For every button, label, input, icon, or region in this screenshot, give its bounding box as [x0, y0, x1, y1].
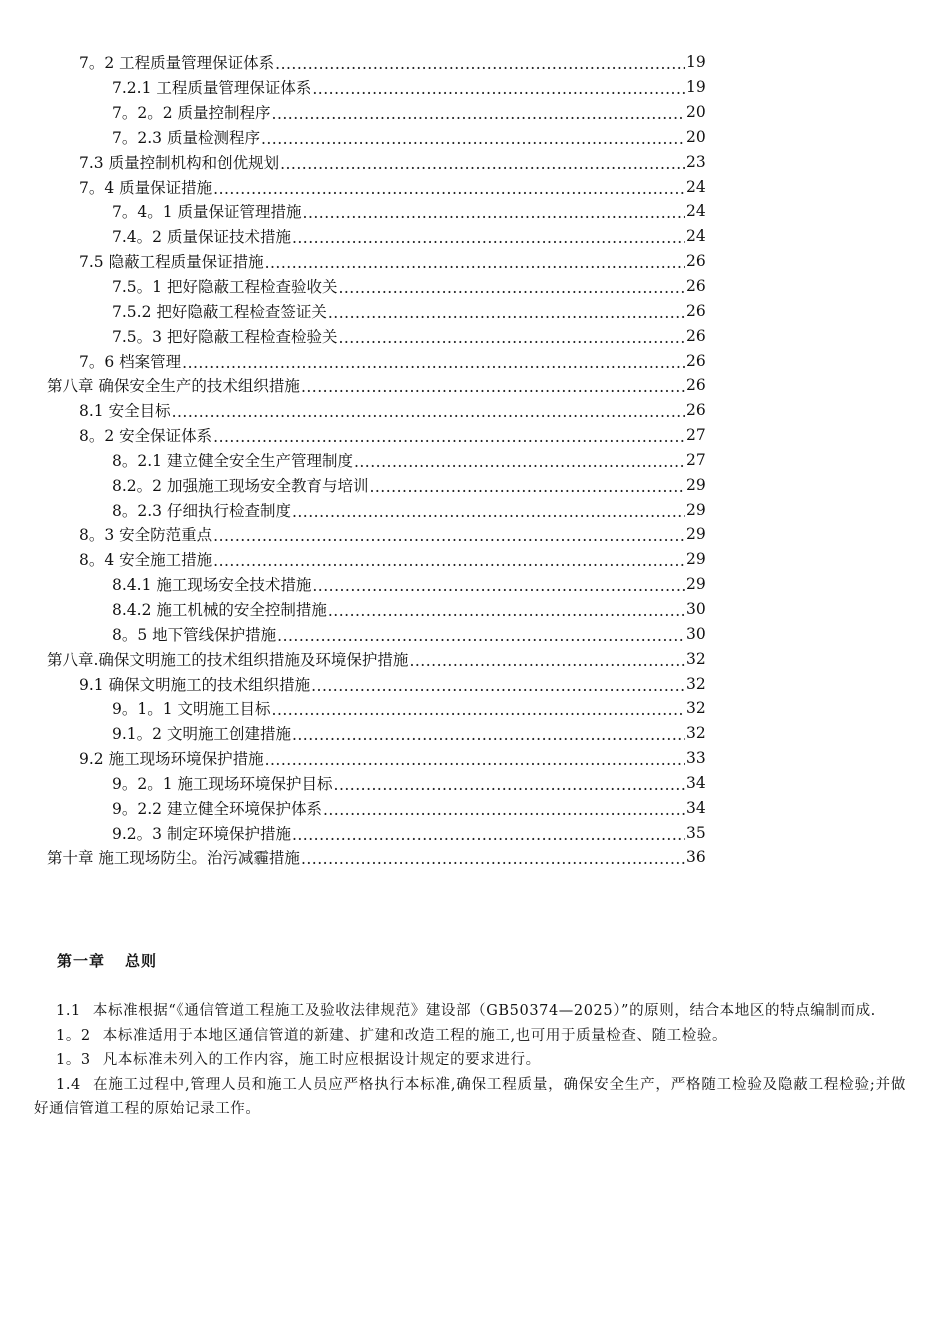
- toc-dot-leader: [301, 850, 685, 868]
- toc-page-number: 26: [686, 326, 706, 345]
- toc-dot-leader: [292, 229, 685, 247]
- toc-dot-leader: [354, 453, 685, 471]
- paragraph-text: 凡本标准未列入的工作内容，施工时应根据设计规定的要求进行。: [102, 1052, 541, 1068]
- toc-entry-title: 8。4 安全施工措施: [79, 551, 213, 570]
- toc-dot-leader: [323, 801, 685, 819]
- toc-entry-title: 7。2.3 质量检测程序: [112, 128, 260, 147]
- toc-page-number: 24: [686, 177, 706, 196]
- toc-dot-leader: [301, 378, 685, 396]
- toc-page-number: 32: [686, 699, 706, 718]
- toc-page-number: 26: [686, 277, 706, 296]
- toc-dot-leader: [334, 776, 685, 794]
- toc-entry-title: 7.5 隐蔽工程质量保证措施: [79, 253, 264, 272]
- toc-entry-title: 9。2.2 建立健全环境保护体系: [112, 799, 322, 818]
- paragraph-number: 1.1: [56, 1003, 81, 1019]
- toc-entry[interactable]: [0, 125, 705, 150]
- toc-entry-title: 7.5。1 把好隐蔽工程检查验收关: [112, 278, 338, 297]
- toc-page-number: 29: [686, 500, 706, 519]
- toc-entry-title: 7.3 质量控制机构和创优规划: [79, 153, 280, 172]
- toc-dot-leader: [272, 701, 685, 719]
- toc-entry-title: 7。4 质量保证措施: [79, 178, 213, 197]
- toc-entry-title: 8.2。2 加强施工现场安全教育与培训: [112, 476, 369, 495]
- toc-dot-leader: [182, 354, 685, 372]
- toc-page-number: 29: [686, 575, 706, 594]
- toc-entry[interactable]: [0, 373, 705, 398]
- toc-dot-leader: [265, 751, 685, 769]
- toc-entry[interactable]: [0, 50, 705, 75]
- toc-entry[interactable]: [0, 820, 705, 845]
- table-of-contents: [0, 50, 950, 870]
- toc-entry-title: 7。4。1 质量保证管理措施: [112, 203, 302, 222]
- toc-dot-leader: [292, 726, 685, 744]
- paragraph-number: 1.4: [56, 1076, 81, 1093]
- toc-entry[interactable]: [0, 497, 705, 522]
- toc-entry-title: 8.4.1 施工现场安全技术措施: [112, 576, 312, 595]
- toc-page-number: 34: [686, 773, 706, 792]
- toc-entry[interactable]: [0, 770, 705, 795]
- toc-page-number: 26: [686, 376, 706, 395]
- toc-entry[interactable]: [0, 845, 705, 870]
- toc-dot-leader: [338, 329, 685, 347]
- toc-page-number: 24: [686, 202, 706, 221]
- toc-entry-title: 9.2。3 制定环境保护措施: [112, 824, 291, 843]
- toc-dot-leader: [213, 180, 685, 198]
- toc-page-number: 26: [686, 351, 706, 370]
- toc-entry[interactable]: [0, 746, 705, 771]
- toc-entry[interactable]: [0, 671, 705, 696]
- toc-dot-leader: [303, 204, 685, 222]
- toc-entry-title: 9。1。1 文明施工目标: [112, 700, 271, 719]
- toc-entry[interactable]: [0, 721, 705, 746]
- chapter-heading: [57, 950, 157, 971]
- toc-entry[interactable]: [0, 274, 705, 299]
- toc-entry-title: 9。2。1 施工现场环境保护目标: [112, 774, 333, 793]
- toc-entry-title: 7.4。2 质量保证技术措施: [112, 228, 291, 247]
- toc-entry[interactable]: [0, 199, 705, 224]
- toc-entry-title: 9.2 施工现场环境保护措施: [79, 750, 264, 769]
- toc-dot-leader: [292, 503, 685, 521]
- toc-entry-title: 8。2.1 建立健全安全生产管理制度: [112, 451, 353, 470]
- toc-dot-leader: [338, 279, 685, 297]
- toc-page-number: 29: [686, 550, 706, 569]
- paragraph-number: 1。3: [56, 1052, 91, 1068]
- toc-entry[interactable]: [0, 348, 705, 373]
- toc-entry-title: 7.5。3 把好隐蔽工程检查检验关: [112, 327, 338, 346]
- toc-entry[interactable]: [0, 696, 705, 721]
- chapter-number: 第一章: [57, 952, 106, 970]
- toc-entry[interactable]: [0, 448, 705, 473]
- toc-dot-leader: [213, 552, 685, 570]
- toc-page-number: 32: [686, 674, 706, 693]
- toc-list: [0, 50, 705, 870]
- toc-entry-title: 8。2 安全保证体系: [79, 427, 213, 446]
- toc-entry-title: 8.1 安全目标: [79, 402, 171, 421]
- toc-dot-leader: [261, 130, 685, 148]
- toc-page-number: 19: [686, 78, 706, 97]
- chapter-title: 总则: [125, 952, 158, 970]
- toc-entry-title: 7.2.1 工程质量管理保证体系: [112, 79, 312, 98]
- toc-dot-leader: [328, 602, 685, 620]
- toc-entry-title: 7。6 档案管理: [79, 352, 182, 371]
- toc-page-number: 26: [686, 252, 706, 271]
- toc-entry[interactable]: [0, 249, 705, 274]
- toc-dot-leader: [275, 55, 685, 73]
- toc-page-number: 20: [686, 103, 706, 122]
- toc-dot-leader: [213, 527, 685, 545]
- body-paragraph: [34, 1048, 906, 1073]
- toc-entry[interactable]: [0, 522, 705, 547]
- toc-entry-title: 第十章 施工现场防尘。治污减霾措施: [47, 849, 300, 868]
- toc-dot-leader: [277, 627, 685, 645]
- toc-page-number: 30: [686, 599, 706, 618]
- toc-entry-title: 第八章.确保文明施工的技术组织措施及环境保护措施: [47, 650, 409, 669]
- toc-entry[interactable]: [0, 174, 705, 199]
- toc-page-number: 36: [686, 848, 706, 867]
- toc-page-number: 26: [686, 401, 706, 420]
- toc-entry[interactable]: [0, 298, 705, 323]
- toc-dot-leader: [265, 254, 685, 272]
- toc-entry[interactable]: [0, 398, 705, 423]
- toc-page-number: 26: [686, 301, 706, 320]
- toc-entry[interactable]: [0, 547, 705, 572]
- paragraph-number: 1。2: [56, 1027, 91, 1044]
- toc-page-number: 27: [686, 426, 706, 445]
- paragraph-text: 在施工过程中,管理人员和施工人员应严格执行本标准,确保工程质量，确保安全生产，严格随工检验及隐蔽工程检验;并做好通信管道工程的原始记录工作。: [34, 1076, 906, 1117]
- toc-page-number: 20: [686, 127, 706, 146]
- toc-entry-title: 8。2.3 仔细执行检查制度: [112, 501, 291, 520]
- toc-dot-leader: [312, 577, 685, 595]
- toc-entry[interactable]: [0, 572, 705, 597]
- toc-page-number: 24: [686, 227, 706, 246]
- toc-dot-leader: [272, 105, 685, 123]
- toc-entry[interactable]: [0, 100, 705, 125]
- toc-entry-title: 7。2 工程质量管理保证体系: [79, 54, 275, 73]
- toc-entry-title: 7.5.2 把好隐蔽工程检查签证关: [112, 302, 327, 321]
- toc-entry[interactable]: [0, 646, 705, 671]
- toc-entry[interactable]: [0, 224, 705, 249]
- body-paragraph: [34, 1073, 906, 1122]
- toc-dot-leader: [292, 826, 685, 844]
- paragraph-text: 本标准适用于本地区通信管道的新建、扩建和改造工程的施工,也可用于质量检查、随工检验。: [102, 1027, 728, 1044]
- toc-entry[interactable]: [0, 472, 705, 497]
- toc-dot-leader: [369, 478, 685, 496]
- body-paragraph: [34, 1024, 906, 1049]
- toc-dot-leader: [280, 155, 685, 173]
- toc-page-number: 23: [686, 152, 706, 171]
- toc-dot-leader: [328, 304, 685, 322]
- toc-page-number: 19: [686, 53, 706, 72]
- toc-page-number: 32: [686, 724, 706, 743]
- toc-dot-leader: [312, 80, 685, 98]
- toc-entry-title: 9.1 确保文明施工的技术组织措施: [79, 675, 311, 694]
- toc-page-number: 34: [686, 798, 706, 817]
- chapter-body: [34, 999, 906, 1122]
- toc-page-number: 32: [686, 649, 706, 668]
- toc-entry-title: 9.1。2 文明施工创建措施: [112, 725, 291, 744]
- toc-entry-title: 8.4.2 施工机械的安全控制措施: [112, 600, 327, 619]
- toc-dot-leader: [172, 403, 685, 421]
- toc-dot-leader: [409, 652, 685, 670]
- toc-entry[interactable]: [0, 423, 705, 448]
- toc-entry[interactable]: [0, 621, 705, 646]
- toc-entry[interactable]: [0, 323, 705, 348]
- toc-page-number: 30: [686, 624, 706, 643]
- toc-entry-title: 8。5 地下管线保护措施: [112, 625, 277, 644]
- toc-page-number: 29: [686, 475, 706, 494]
- toc-page-number: 29: [686, 525, 706, 544]
- toc-entry[interactable]: [0, 597, 705, 622]
- toc-page-number: 33: [686, 749, 706, 768]
- toc-entry-title: 8。3 安全防范重点: [79, 526, 213, 545]
- toc-page-number: 35: [686, 823, 706, 842]
- paragraph-text: 本标准根据“《通信管道工程施工及验收法律规范》建设部（GB50374—2025）”的原则，结合本地区的特点编制而成.: [92, 1003, 876, 1019]
- toc-entry-title: 第八章 确保安全生产的技术组织措施: [47, 377, 300, 396]
- toc-entry[interactable]: [0, 149, 705, 174]
- toc-dot-leader: [213, 428, 685, 446]
- toc-page-number: 27: [686, 450, 706, 469]
- toc-entry-title: 7。2。2 质量控制程序: [112, 104, 271, 123]
- body-paragraph: [34, 999, 906, 1024]
- toc-entry[interactable]: [0, 795, 705, 820]
- toc-dot-leader: [311, 677, 685, 695]
- toc-entry[interactable]: [0, 75, 705, 100]
